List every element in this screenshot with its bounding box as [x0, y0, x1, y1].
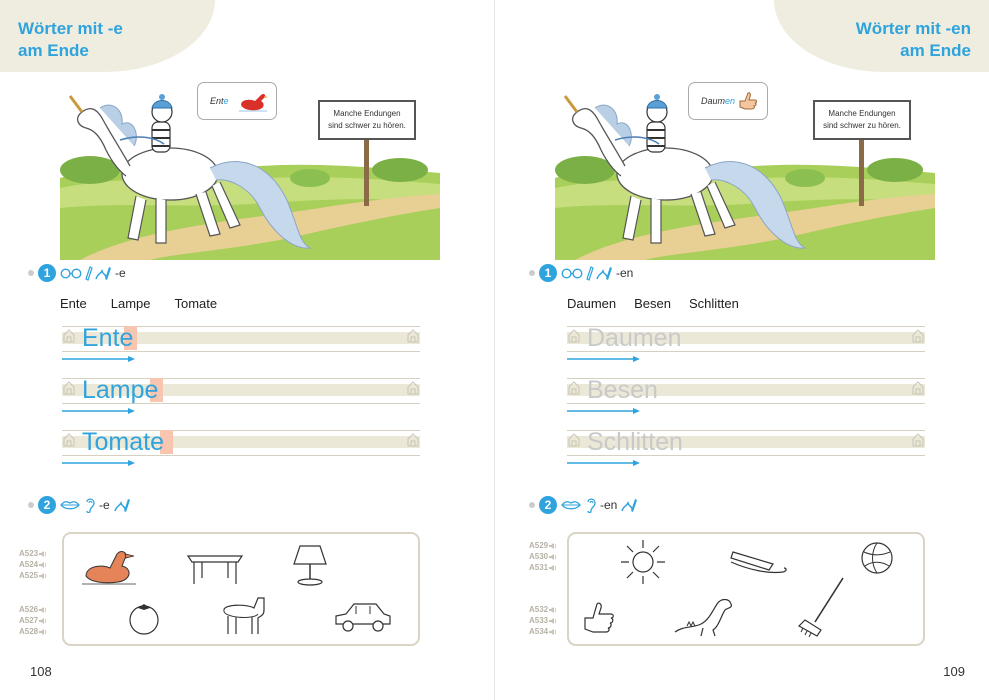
word-item: Tomate — [174, 296, 218, 311]
page-title — [18, 18, 123, 62]
write-icon — [620, 497, 638, 513]
word-item: Lampe — [110, 296, 151, 311]
house-icon — [912, 329, 924, 343]
audio-code[interactable]: A525 — [19, 570, 48, 581]
duck-icon — [237, 89, 269, 113]
audio-code[interactable]: A524 — [19, 559, 48, 570]
word-item: Daumen — [567, 296, 617, 311]
house-icon — [63, 433, 75, 447]
task-suffix: -en — [616, 266, 634, 280]
audio-codes-top — [19, 548, 48, 581]
arrow-right-icon — [62, 356, 136, 362]
bubble-word: Daumen — [701, 96, 736, 106]
sign-post — [364, 140, 369, 206]
write-icon — [595, 265, 613, 281]
write-icon — [113, 497, 131, 513]
audio-codes-top — [529, 540, 558, 573]
speaker-icon — [548, 542, 558, 550]
audio-code[interactable]: A527 — [19, 615, 48, 626]
house-icon — [568, 381, 580, 395]
task-1 — [28, 263, 126, 283]
audio-code[interactable]: A533 — [529, 615, 558, 626]
page-right — [495, 0, 989, 700]
writing-line[interactable] — [567, 326, 925, 362]
speaker-icon — [38, 606, 48, 614]
speech-bubble — [688, 82, 768, 120]
speaker-icon — [548, 606, 558, 614]
speaker-icon — [38, 561, 48, 569]
car-picture-icon — [332, 600, 394, 636]
picture-box — [62, 532, 420, 646]
ear-icon — [585, 497, 597, 513]
sign-board: Manche Endungen sind schwer zu hören. — [318, 100, 416, 140]
writing-line[interactable] — [62, 326, 420, 362]
arrow-right-icon — [567, 460, 641, 466]
sign-post — [859, 140, 864, 206]
sign-board: Manche Endungen sind schwer zu hören. — [813, 100, 911, 140]
bullet-icon — [28, 270, 34, 276]
speaker-icon — [548, 617, 558, 625]
glasses-icon — [561, 267, 583, 280]
speaker-icon — [548, 628, 558, 636]
lips-icon — [561, 500, 581, 510]
task-1 — [529, 263, 633, 283]
task-number: 2 — [539, 496, 557, 514]
audio-code[interactable]: A528 — [19, 626, 48, 637]
bullet-icon — [28, 502, 34, 508]
thumb-icon — [736, 89, 760, 113]
glasses-icon — [60, 267, 82, 280]
bubble-word: Ente — [210, 96, 229, 106]
word-item: Schlitten — [689, 296, 739, 311]
audio-codes-bottom — [529, 604, 558, 637]
write-icon — [94, 265, 112, 281]
speaker-icon — [38, 617, 48, 625]
sled-picture-icon — [729, 544, 789, 574]
audio-codes-bottom — [19, 604, 48, 637]
arrow-right-icon — [567, 356, 641, 362]
line-word: Lampe — [82, 376, 159, 404]
line-word: Schlitten — [587, 428, 683, 456]
house-icon — [568, 433, 580, 447]
word-item: Ente — [60, 296, 87, 311]
table-picture-icon — [184, 550, 246, 586]
writing-line[interactable] — [62, 430, 420, 466]
house-icon — [407, 381, 419, 395]
audio-code[interactable]: A534 — [529, 626, 558, 637]
task-suffix: -en — [600, 498, 618, 512]
bullet-icon — [529, 270, 535, 276]
duck-picture-icon — [80, 546, 138, 588]
house-icon — [912, 433, 924, 447]
word-item: Besen — [634, 296, 672, 311]
speaker-icon — [38, 550, 48, 558]
house-icon — [568, 329, 580, 343]
audio-code[interactable]: A523 — [19, 548, 48, 559]
task-number: 1 — [539, 264, 557, 282]
task-2 — [28, 495, 131, 515]
picture-box — [567, 532, 925, 646]
task-number: 1 — [38, 264, 56, 282]
house-icon — [912, 381, 924, 395]
page-title — [856, 18, 971, 62]
unicorn-illustration — [60, 78, 440, 260]
pencil-icon — [82, 265, 94, 281]
line-word: Daumen — [587, 324, 682, 352]
word-list — [60, 296, 241, 311]
title-line-2: am Ende — [18, 41, 89, 60]
house-icon — [407, 329, 419, 343]
pencil-icon — [583, 265, 595, 281]
lamp-picture-icon — [290, 542, 330, 588]
lips-icon — [60, 500, 80, 510]
audio-code[interactable]: A531 — [529, 562, 558, 573]
ball-picture-icon — [859, 540, 895, 576]
dinosaur-picture-icon — [673, 596, 737, 638]
writing-line[interactable] — [567, 430, 925, 466]
speaker-icon — [38, 572, 48, 580]
page-left — [0, 0, 494, 700]
speech-bubble — [197, 82, 277, 120]
line-word: Ente — [82, 324, 134, 352]
writing-line[interactable] — [567, 378, 925, 414]
thumb-picture-icon — [581, 598, 617, 638]
speaker-icon — [548, 553, 558, 561]
audio-code[interactable]: A529 — [529, 540, 558, 551]
house-icon — [63, 329, 75, 343]
audio-code[interactable]: A530 — [529, 551, 558, 562]
task-suffix: -e — [99, 498, 110, 512]
page-number: 108 — [30, 664, 52, 679]
title-line-1: Wörter mit -en — [855, 19, 971, 38]
sun-picture-icon — [619, 538, 667, 586]
word-list — [567, 296, 763, 311]
line-word: Tomate — [82, 428, 164, 456]
unicorn-illustration — [555, 78, 935, 260]
title-line-1: Wörter mit -e — [18, 19, 123, 38]
arrow-right-icon — [62, 460, 136, 466]
audio-code[interactable]: A532 — [529, 604, 558, 615]
task-2 — [529, 495, 638, 515]
title-line-2: am Ende — [900, 41, 971, 60]
broom-picture-icon — [797, 576, 847, 638]
writing-line[interactable] — [62, 378, 420, 414]
speaker-icon — [38, 628, 48, 636]
bullet-icon — [529, 502, 535, 508]
house-icon — [407, 433, 419, 447]
tomato-picture-icon — [126, 600, 162, 636]
ear-icon — [84, 497, 96, 513]
llama-picture-icon — [218, 594, 272, 638]
task-number: 2 — [38, 496, 56, 514]
arrow-right-icon — [567, 408, 641, 414]
page-number: 109 — [943, 664, 965, 679]
house-icon — [63, 381, 75, 395]
arrow-right-icon — [62, 408, 136, 414]
line-word: Besen — [587, 376, 658, 404]
speaker-icon — [548, 564, 558, 572]
task-suffix: -e — [115, 266, 126, 280]
audio-code[interactable]: A526 — [19, 604, 48, 615]
